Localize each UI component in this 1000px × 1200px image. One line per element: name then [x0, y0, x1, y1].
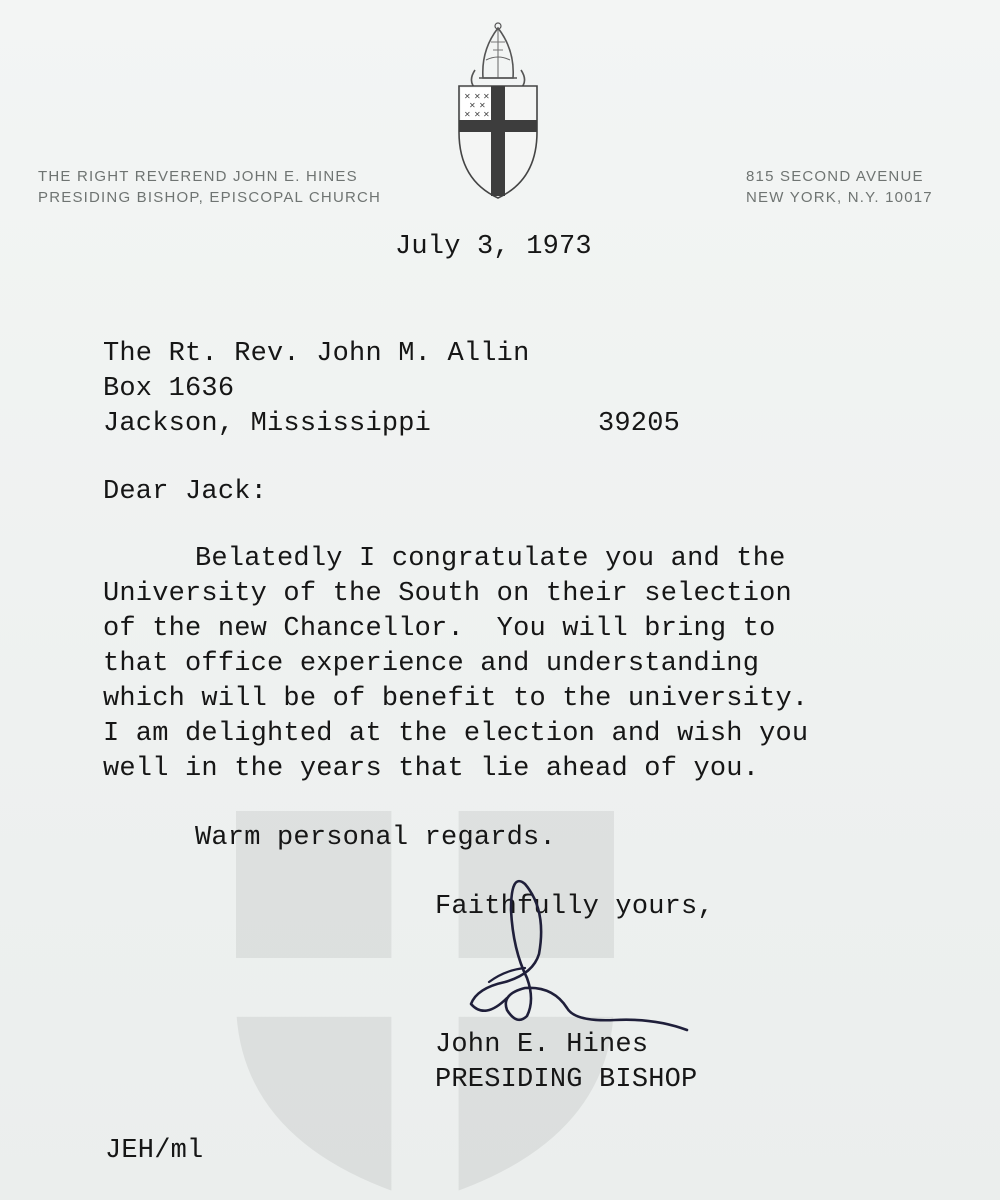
letter-date: July 3, 1973: [395, 232, 592, 262]
letterhead-sender-line: PRESIDING BISHOP, EPISCOPAL CHURCH: [38, 189, 382, 206]
svg-text:✕: ✕: [479, 101, 486, 110]
letterhead-sender-line: THE RIGHT REVEREND JOHN E. HINES: [38, 168, 358, 185]
signer-name: John E. Hines: [435, 1030, 649, 1060]
svg-text:✕: ✕: [483, 92, 490, 101]
letterhead-address: [746, 166, 976, 208]
svg-text:✕: ✕: [474, 92, 481, 101]
letter-body: [103, 542, 808, 787]
signer-title: PRESIDING BISHOP: [435, 1065, 698, 1095]
handwritten-signature-icon: [455, 870, 695, 1040]
address-zip: 39205: [598, 409, 681, 439]
body-line: well in the years that lie ahead of you.: [103, 754, 760, 784]
address-line: Box 1636: [103, 374, 235, 404]
svg-text:✕: ✕: [474, 110, 481, 119]
body-line: which will be of benefit to the university.: [103, 684, 809, 714]
svg-text:✕: ✕: [483, 110, 490, 119]
salutation: Dear Jack:: [103, 477, 268, 507]
svg-text:✕: ✕: [464, 92, 471, 101]
regards: Warm personal regards.: [195, 823, 556, 853]
address-line: The Rt. Rev. John M. Allin: [103, 339, 530, 369]
svg-text:✕: ✕: [464, 110, 471, 119]
recipient-address: [103, 337, 681, 442]
body-line: I am delighted at the election and wish you: [103, 719, 809, 749]
episcopal-shield-with-mitre-icon: [453, 20, 543, 202]
body-line: Belatedly I congratulate you and the: [195, 544, 786, 574]
body-line: that office experience and understanding: [103, 649, 760, 679]
letterhead-address-line: 815 SECOND AVENUE: [746, 168, 924, 185]
typist-initials: JEH/ml: [105, 1136, 204, 1166]
letterhead-sender: [38, 166, 381, 208]
letterhead-address-line: NEW YORK, N.Y. 10017: [746, 189, 933, 206]
svg-text:✕: ✕: [469, 101, 476, 110]
closing: Faithfully yours,: [435, 892, 714, 922]
body-line: University of the South on their selection: [103, 579, 792, 609]
signer-block: [435, 1028, 697, 1098]
address-line: Jackson, Mississippi: [103, 409, 432, 439]
body-line: of the new Chancellor. You will bring to: [103, 614, 776, 644]
